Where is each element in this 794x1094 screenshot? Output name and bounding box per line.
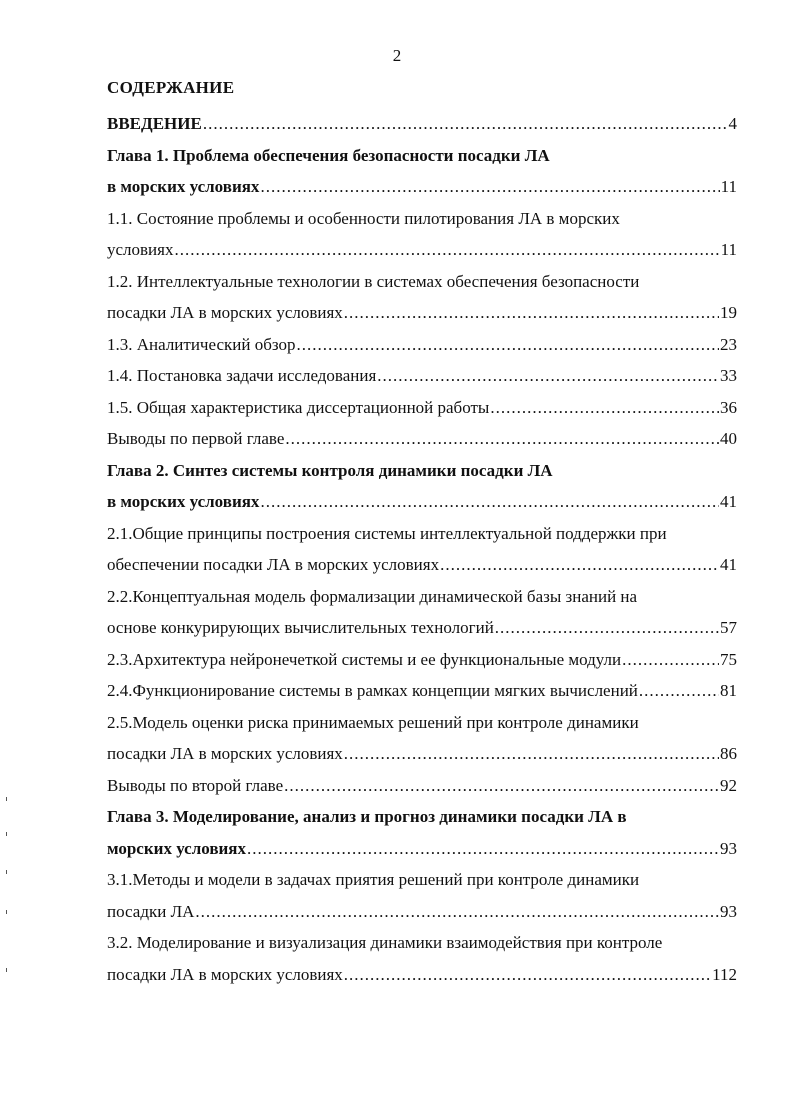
toc-page-number: 86	[720, 744, 737, 763]
toc-entry-text: Выводы по первой главе	[107, 429, 285, 448]
scan-margin-mark	[6, 832, 7, 836]
toc-entry-text: в морских условиях	[107, 177, 260, 196]
toc-page-number: 41	[720, 492, 737, 511]
dot-leader	[174, 234, 719, 266]
toc-page-number: 36	[720, 397, 737, 417]
toc-page-number: 4	[728, 114, 737, 133]
toc-line	[107, 738, 737, 770]
toc-line	[107, 486, 737, 518]
toc-entry-text: ВВЕДЕНИЕ	[107, 114, 202, 133]
dot-leader	[377, 360, 719, 392]
toc-line	[107, 549, 737, 581]
toc-line	[107, 801, 737, 833]
toc-page-number: 11	[720, 177, 737, 196]
toc-entry-text: 1.5. Общая характеристика диссертационной работы	[107, 397, 490, 417]
toc-entry-text: обеспечении посадки ЛА в морских условиях	[107, 555, 440, 574]
toc-entry-text: Глава 2. Синтез системы контроля динамики посадки ЛА	[107, 460, 553, 480]
toc-page-number: 33	[720, 366, 737, 385]
toc-entry-text: 1.3. Аналитический обзор	[107, 334, 296, 354]
toc-entry-text: 1.2. Интеллектуальные технологии в системах обеспечения безопасности	[107, 271, 640, 291]
dot-leader	[495, 612, 719, 644]
toc-line	[107, 455, 737, 487]
toc-entry-text: Глава 1. Проблема обеспечения безопасности посадки ЛА	[107, 145, 550, 165]
dot-leader	[440, 549, 719, 581]
toc-line	[107, 959, 737, 991]
toc-line	[107, 707, 737, 739]
toc-page-number: 92	[720, 775, 737, 795]
dot-leader	[203, 108, 728, 140]
toc-page-number: 23	[720, 334, 737, 354]
toc-line	[107, 171, 737, 203]
toc-entry-text: 1.1. Состояние проблемы и особенности пилотирования ЛА в морских	[107, 208, 620, 228]
toc-entry-text: посадки ЛА в морских условиях	[107, 744, 343, 763]
toc-page-number: 11	[720, 240, 737, 259]
toc-entry-text: в морских условиях	[107, 492, 260, 511]
toc-line	[107, 927, 737, 959]
toc-entry-text: основе конкурирующих вычислительных технологий	[107, 618, 494, 637]
dot-leader	[622, 644, 719, 676]
toc-line	[107, 266, 737, 298]
toc-entry-text: 1.4. Постановка задачи исследования	[107, 366, 377, 385]
toc-entry-text: Глава 3. Моделирование, анализ и прогноз динамики посадки ЛА в	[107, 807, 627, 826]
toc-line	[107, 234, 737, 266]
dot-leader	[195, 896, 719, 928]
dot-leader	[296, 329, 719, 361]
toc-line	[107, 864, 737, 896]
toc-entry-text: морских условиях	[107, 838, 247, 858]
toc-entry-text: 2.2.Концептуальная модель формализации динамической базы знаний на	[107, 586, 638, 606]
dot-leader	[247, 833, 719, 865]
table-of-contents	[107, 108, 737, 990]
toc-line	[107, 675, 737, 707]
toc-line	[107, 612, 737, 644]
dot-leader	[490, 392, 719, 424]
toc-page-number: 19	[720, 303, 737, 322]
toc-page-number: 93	[720, 901, 737, 921]
toc-entry-text: 3.2. Моделирование и визуализация динамики взаимодействия при контроле	[107, 933, 663, 952]
toc-page-number: 57	[720, 618, 737, 637]
toc-line	[107, 770, 737, 802]
dot-leader	[639, 675, 719, 707]
dot-leader	[344, 738, 719, 770]
toc-entry-text: Выводы по второй главе	[107, 775, 284, 795]
scan-margin-mark	[6, 968, 7, 972]
toc-line	[107, 896, 737, 928]
toc-entry-text: посадки ЛА	[107, 901, 195, 921]
toc-line	[107, 833, 737, 865]
toc-page-number: 81	[720, 681, 737, 700]
toc-entry-text: 2.4.Функционирование системы в рамках концепции мягких вычислений	[107, 681, 638, 700]
toc-entry-text: посадки ЛА в морских условиях	[107, 303, 343, 322]
toc-page-number: 41	[720, 555, 737, 574]
toc-page-number: 75	[720, 649, 737, 669]
toc-line	[107, 518, 737, 550]
toc-entry-text: 3.1.Методы и модели в задачах приятия решений при контроле динамики	[107, 870, 640, 889]
toc-title: СОДЕРЖАНИЕ	[107, 78, 235, 97]
dot-leader	[260, 486, 719, 518]
page-number: 2	[392, 46, 402, 65]
dot-leader	[285, 423, 719, 455]
toc-line	[107, 329, 737, 361]
toc-entry-text: 2.3.Архитектура нейронечеткой системы и ее функциональные модули	[107, 649, 622, 669]
toc-line	[107, 423, 737, 455]
toc-entry-text: условиях	[107, 240, 174, 259]
toc-line	[107, 360, 737, 392]
dot-leader	[344, 959, 711, 991]
toc-entry-text: 2.1.Общие принципы построения системы интеллектуальной поддержки при	[107, 523, 667, 543]
toc-page-number: 93	[720, 838, 737, 858]
toc-line	[107, 140, 737, 172]
scan-margin-mark	[6, 797, 7, 801]
toc-entry-text: посадки ЛА в морских условиях	[107, 964, 343, 984]
dot-leader	[260, 171, 719, 203]
toc-line	[107, 203, 737, 235]
dot-leader	[344, 297, 719, 329]
dot-leader	[284, 770, 719, 802]
toc-line	[107, 392, 737, 424]
scan-margin-mark	[6, 870, 7, 874]
scan-margin-mark	[6, 910, 7, 914]
toc-page-number: 112	[712, 964, 737, 984]
toc-page-number: 40	[720, 429, 737, 448]
toc-line	[107, 108, 737, 140]
toc-line	[107, 297, 737, 329]
toc-entry-text: 2.5.Модель оценки риска принимаемых решений при контроле динамики	[107, 712, 639, 732]
toc-line	[107, 644, 737, 676]
toc-line	[107, 581, 737, 613]
